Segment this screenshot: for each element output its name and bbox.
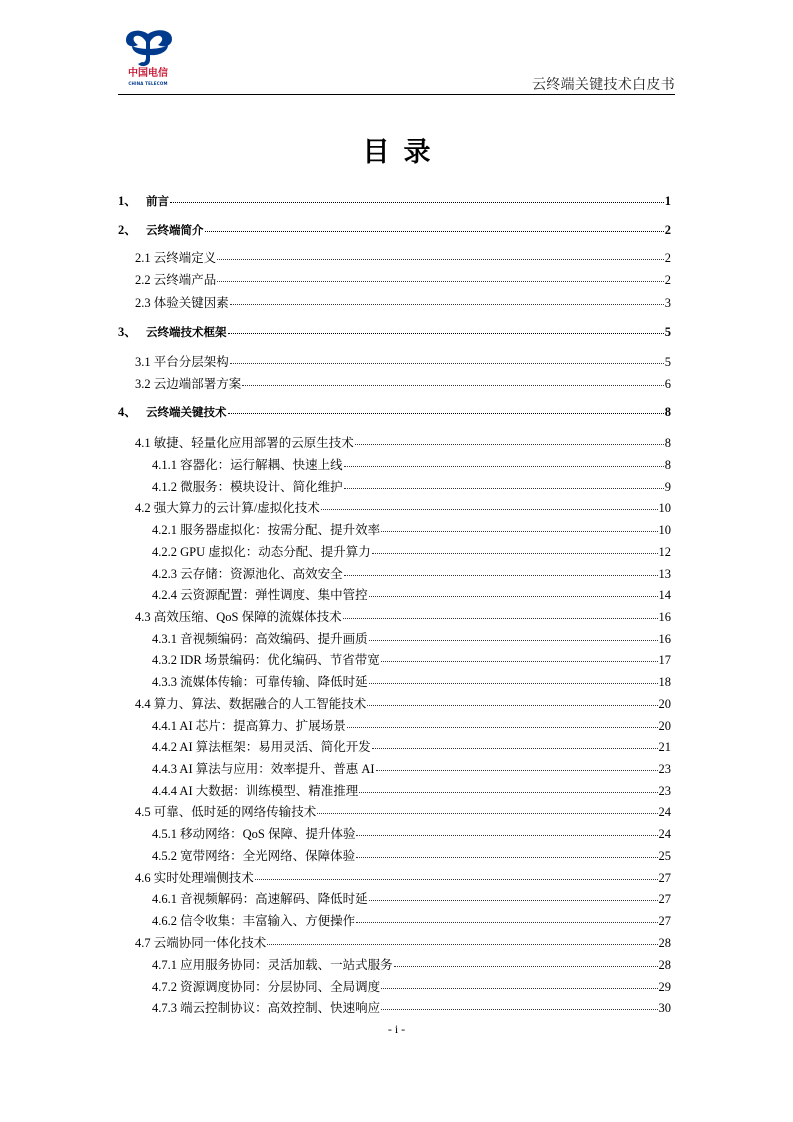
toc-entry-label: 4.4.1 AI 芯片：提高算力、扩展场景	[152, 719, 346, 733]
dot-leader	[355, 442, 664, 445]
toc-entry-number: 2、	[118, 223, 137, 237]
dot-leader	[321, 507, 658, 510]
dot-leader	[230, 302, 664, 305]
toc-entry-page-number: 9	[664, 480, 671, 494]
dot-leader	[205, 229, 664, 232]
toc-entry-label: 2.3 体验关键因素	[135, 296, 229, 310]
toc-entry[interactable]	[118, 543, 671, 561]
dot-leader	[343, 616, 658, 619]
toc-entry-page-number: 23	[658, 762, 671, 776]
toc-entry[interactable]	[118, 608, 671, 626]
toc-entry-label: 4.4.4 AI 大数据：训练模型、精准推理	[152, 784, 359, 798]
toc-entry[interactable]	[118, 651, 671, 669]
toc-entry-page-number: 13	[658, 567, 671, 581]
toc-entry[interactable]	[118, 912, 671, 930]
toc-entry-label: 4.4.3 AI 算法与应用：效率提升、普惠 AI	[152, 762, 375, 776]
toc-entry[interactable]	[118, 221, 671, 239]
toc-entry[interactable]	[118, 760, 671, 778]
toc-entry[interactable]	[118, 999, 671, 1017]
page-title: 目录	[362, 137, 445, 168]
toc-entry-page-number: 12	[658, 545, 671, 559]
dot-leader	[356, 920, 657, 923]
toc-entry-page-number: 21	[658, 740, 671, 754]
dot-leader	[369, 638, 658, 641]
dot-leader	[267, 942, 657, 945]
toc-entry[interactable]	[118, 956, 671, 974]
dot-leader	[369, 898, 658, 901]
toc-entry-label: 4.1 敏捷、轻量化应用部署的云原生技术	[135, 436, 354, 450]
toc-entry-page-number: 5	[664, 325, 671, 339]
toc-entry-page-number: 24	[658, 827, 671, 841]
toc-entry-label: 4.2.3 云存储：资源池化、高效安全	[152, 567, 343, 581]
toc-entry-page-number: 27	[658, 914, 671, 928]
dot-leader	[369, 594, 658, 597]
toc-entry[interactable]	[118, 249, 671, 267]
toc-entry-label: 2.2 云终端产品	[135, 273, 217, 287]
dot-leader	[356, 833, 657, 836]
toc-entry-page-number: 10	[658, 501, 671, 515]
toc-entry-page-number: 20	[658, 719, 671, 733]
logo-chinese-text: 中国电信	[128, 68, 168, 79]
toc-entry-page-number: 25	[658, 849, 671, 863]
dot-leader	[255, 877, 658, 880]
toc-entry[interactable]	[118, 586, 671, 604]
dot-leader	[381, 1007, 657, 1010]
header-divider	[118, 94, 675, 95]
toc-entry[interactable]	[118, 192, 671, 210]
toc-entry[interactable]	[118, 717, 671, 735]
toc-entry[interactable]	[118, 890, 671, 908]
page-number: - i -	[387, 1022, 406, 1036]
toc-entry-page-number: 2	[664, 273, 671, 287]
toc-entry[interactable]	[118, 353, 671, 371]
toc-entry-label: 4.7.3 端云控制协议：高效控制、快速响应	[152, 1001, 381, 1015]
toc-entry[interactable]	[118, 978, 671, 996]
toc-entry-page-number: 10	[658, 523, 671, 537]
toc-entry[interactable]	[118, 565, 671, 583]
toc-entry-page-number: 1	[664, 194, 671, 208]
toc-entry-number: 3、	[118, 325, 137, 339]
toc-entry-label: 4.3 高效压缩、QoS 保障的流媒体技术	[135, 610, 342, 624]
toc-entry-label: 云终端技术框架	[146, 325, 227, 339]
toc-entry[interactable]	[118, 375, 671, 393]
dot-leader	[359, 790, 657, 793]
dot-leader	[356, 855, 657, 858]
dot-leader	[228, 331, 664, 334]
dot-leader	[372, 746, 658, 749]
toc-entry[interactable]	[118, 271, 671, 289]
dot-leader	[376, 768, 658, 771]
dot-leader	[394, 964, 658, 967]
toc-entry-label: 4.5 可靠、低时延的网络传输技术	[135, 805, 317, 819]
toc-entry-page-number: 23	[658, 784, 671, 798]
toc-entry-label: 云终端关键技术	[146, 405, 227, 419]
toc-entry-label: 4.4.2 AI 算法框架：易用灵活、简化开发	[152, 740, 371, 754]
toc-entry-label: 4.2.2 GPU 虚拟化：动态分配、提升算力	[152, 545, 371, 559]
toc-entry-number: 1、	[118, 194, 137, 208]
china-telecom-logo	[120, 26, 176, 92]
toc-entry-page-number: 16	[658, 632, 671, 646]
toc-entry-label: 4.6.2 信令收集：丰富输入、方便操作	[152, 914, 356, 928]
toc-entry-page-number: 5	[664, 355, 671, 369]
dot-leader	[217, 257, 663, 260]
toc-entry[interactable]	[118, 456, 671, 474]
toc-entry-page-number: 27	[658, 892, 671, 906]
toc-entry-page-number: 8	[664, 458, 671, 472]
toc-entry[interactable]	[118, 695, 671, 713]
dot-leader	[344, 464, 664, 467]
toc-entry-page-number: 2	[664, 223, 671, 237]
dot-leader	[367, 703, 657, 706]
dot-leader	[228, 411, 664, 414]
dot-leader	[381, 529, 657, 532]
toc-entry-page-number: 17	[658, 653, 671, 667]
toc-entry-label: 4.5.1 移动网络：QoS 保障、提升体验	[152, 827, 356, 841]
dot-leader	[381, 659, 658, 662]
toc-entry-page-number: 24	[658, 805, 671, 819]
dot-leader	[381, 986, 657, 989]
toc-entry-label: 4.3.2 IDR 场景编码：优化编码、节省带宽	[152, 653, 380, 667]
toc-entry-label: 2.1 云终端定义	[135, 251, 217, 265]
toc-entry-label: 4.7.2 资源调度协同：分层协同、全局调度	[152, 980, 381, 994]
toc-entry-page-number: 14	[658, 588, 671, 602]
dot-leader	[372, 551, 658, 554]
dot-leader	[369, 681, 658, 684]
toc-entry[interactable]	[118, 323, 671, 341]
toc-entry-label: 云终端简介	[146, 223, 204, 237]
dot-leader	[317, 811, 657, 814]
toc-entry[interactable]	[118, 803, 671, 821]
toc-entry-page-number: 8	[664, 405, 671, 419]
toc-entry-page-number: 16	[658, 610, 671, 624]
toc-entry-label: 前言	[146, 194, 169, 208]
toc-entry-page-number: 30	[658, 1001, 671, 1015]
toc-entry-label: 4.7 云端协同一体化技术	[135, 936, 267, 950]
toc-entry[interactable]	[118, 630, 671, 648]
toc-entry[interactable]	[118, 782, 671, 800]
toc-entry-page-number: 20	[658, 697, 671, 711]
toc-entry-label: 4.2.1 服务器虚拟化：按需分配、提升效率	[152, 523, 381, 537]
toc-entry-label: 4.1.1 容器化：运行解耦、快速上线	[152, 458, 343, 472]
dot-leader	[230, 361, 664, 364]
toc-entry[interactable]	[118, 934, 671, 952]
toc-entry-page-number: 3	[664, 296, 671, 310]
telecom-swirl-icon	[120, 26, 176, 68]
toc-entry-page-number: 28	[658, 936, 671, 950]
running-header-title: 云终端关键技术白皮书	[532, 78, 675, 93]
toc-entry-label: 4.3.3 流媒体传输：可靠传输、降低时延	[152, 675, 368, 689]
toc-entry-label: 4.7.1 应用服务协同：灵活加载、一站式服务	[152, 958, 393, 972]
toc-entry-label: 4.2.4 云资源配置：弹性调度、集中管控	[152, 588, 368, 602]
toc-entry-label: 4.2 强大算力的云计算/虚拟化技术	[135, 501, 320, 515]
toc-entry[interactable]	[118, 403, 671, 421]
dot-leader	[217, 279, 663, 282]
toc-entry[interactable]	[118, 673, 671, 691]
toc-entry-page-number: 29	[658, 980, 671, 994]
dot-leader	[242, 383, 663, 386]
toc-entry-page-number: 18	[658, 675, 671, 689]
toc-entry-label: 3.2 云边端部署方案	[135, 377, 242, 391]
toc-entry-label: 4.6 实时处理端侧技术	[135, 871, 254, 885]
toc-entry-page-number: 8	[664, 436, 671, 450]
toc-entry[interactable]	[118, 294, 671, 312]
toc-entry[interactable]	[118, 738, 671, 756]
toc-entry[interactable]	[118, 499, 671, 517]
toc-entry-page-number: 28	[658, 958, 671, 972]
toc-entry-label: 4.6.1 音视频解码：高速解码、降低时延	[152, 892, 368, 906]
toc-entry[interactable]	[118, 825, 671, 843]
toc-entry[interactable]	[118, 434, 671, 452]
toc-entry-page-number: 6	[664, 377, 671, 391]
dot-leader	[170, 200, 664, 203]
logo-english-text: CHINA TELECOM	[128, 81, 168, 86]
toc-entry-page-number: 2	[664, 251, 671, 265]
toc-entry-number: 4、	[118, 405, 137, 419]
toc-entry[interactable]	[118, 478, 671, 496]
toc-entry[interactable]	[118, 847, 671, 865]
toc-entry-label: 3.1 平台分层架构	[135, 355, 229, 369]
toc-entry[interactable]	[118, 521, 671, 539]
toc-entry-label: 4.1.2 微服务：模块设计、简化维护	[152, 480, 343, 494]
dot-leader	[347, 725, 658, 728]
toc-entry-label: 4.5.2 宽带网络：全光网络、保障体验	[152, 849, 356, 863]
toc-entry-label: 4.3.1 音视频编码：高效编码、提升画质	[152, 632, 368, 646]
dot-leader	[344, 486, 664, 489]
toc-entry-page-number: 27	[658, 871, 671, 885]
toc-entry-label: 4.4 算力、算法、数据融合的人工智能技术	[135, 697, 367, 711]
toc-entry[interactable]	[118, 869, 671, 887]
dot-leader	[344, 573, 658, 576]
